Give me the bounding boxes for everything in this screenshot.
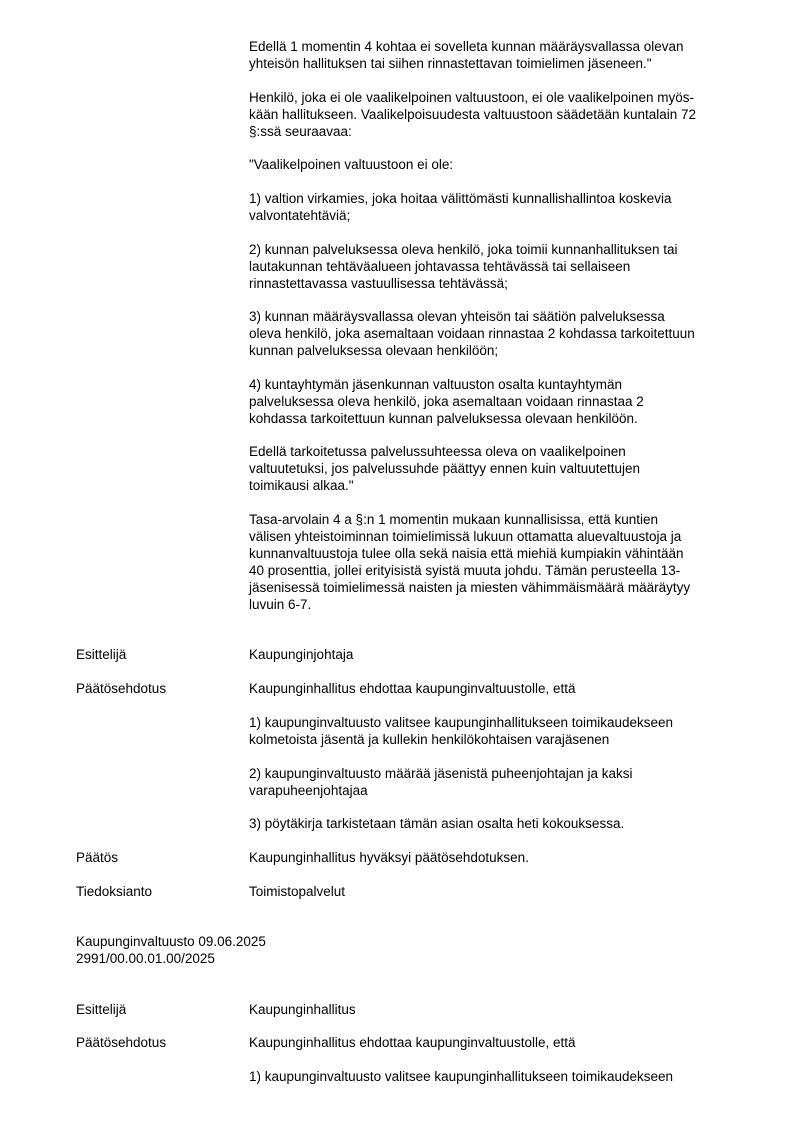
intro-paragraph-7: 4) kuntayhtymän jäsenkunnan valtuuston osalta kuntayhtymän palveluksessa oleva henkilö, joka asemaltaan voidaan rinnastaa 2 kohdassa tarkoitettuun kunnan palveluksessa olevaan henkilöön. <box>249 377 644 426</box>
valtuusto-paatosehdotus-label: Päätösehdotus <box>76 1035 167 1050</box>
intro-paragraph-9: Tasa-arvolain 4 a §:n 1 momentin mukaan kunnallisissa, että kuntien välisen yhteistoiminnan toimielimissä lukuun ottamatta aluevaltuustoja ja kunnanvaltuustoja tulee olla sekä naisia että miehiä kumpiakin vähintään 40 prosenttia, jollei erityisistä syistä muuta johdu. Tämän perusteella 13- jäsenisessä toimielimessä naisten ja miesten vähimmäismäärä määräytyy luvuin 6-7. <box>249 512 691 612</box>
valtuusto-meeting-header: Kaupunginvaltuusto 09.06.2025 <box>76 934 266 949</box>
paatos-label: Päätös <box>76 850 119 865</box>
paatosehdotus-item-2: 2) kaupunginvaltuusto määrää jäsenistä puheenjohtajan ja kaksi varapuheenjohtajaa <box>249 766 633 798</box>
paatosehdotus-item-1: 1) kaupunginvaltuusto valitsee kaupunginhallitukseen toimikaudekseen kolmetoista jäsentä ja kullekin henkilökohtaisen varajäsenen <box>249 715 674 747</box>
tiedoksianto-label: Tiedoksianto <box>76 884 153 899</box>
paatos-value: Kaupunginhallitus hyväksyi päätösehdotuksen. <box>249 850 529 865</box>
intro-paragraph-1: Edellä 1 momentin 4 kohtaa ei sovelleta kunnan määräysvallassa olevan yhteisön hallituksen tai siihen rinnastettavan toimielimen jäseneen." <box>249 39 684 71</box>
valtuusto-paatosehdotus-item-1: 1) kaupunginvaltuusto valitsee kaupunginhallitukseen toimikaudekseen <box>249 1069 674 1084</box>
paatosehdotus-intro: Kaupunginhallitus ehdottaa kaupunginvaltuustolle, että <box>249 681 576 696</box>
valtuusto-esittelija-value: Kaupunginhallitus <box>249 1002 356 1017</box>
esittelija-value: Kaupunginjohtaja <box>249 647 354 662</box>
intro-paragraph-4: 1) valtion virkamies, joka hoitaa välittömästi kunnallishallintoa koskevia valvontatehtäviä; <box>249 191 672 223</box>
intro-paragraph-8: Edellä tarkoitetussa palvelussuhteessa oleva on vaalikelpoinen valtuutetuksi, jos palvelussuhde päättyy ennen kuin valtuutettujen toimikausi alkaa." <box>249 444 641 493</box>
esittelija-label: Esittelijä <box>76 647 127 662</box>
valtuusto-case-number: 2991/00.00.01.00/2025 <box>76 951 215 966</box>
valtuusto-esittelija-label: Esittelijä <box>76 1002 127 1017</box>
valtuusto-paatosehdotus-intro: Kaupunginhallitus ehdottaa kaupunginvaltuustolle, että <box>249 1035 576 1050</box>
intro-paragraph-5: 2) kunnan palveluksessa oleva henkilö, joka toimii kunnanhallituksen tai lautakunnan tehtäväalueen johtavassa tehtävässä tai sellaiseen rinnastettavassa vastuullisessa tehtävässä; <box>249 242 678 291</box>
intro-paragraph-3: "Vaalikelpoinen valtuustoon ei ole: <box>249 157 454 172</box>
intro-paragraph-2: Henkilö, joka ei ole vaalikelpoinen valtuustoon, ei ole vaalikelpoinen myös- kään hallitukseen. Vaalikelpoisuudesta valtuustoon säädetään kuntalain 72 §:ssä seuraavaa: <box>249 90 697 139</box>
tiedoksianto-value: Toimistopalvelut <box>249 884 346 899</box>
paatosehdotus-label: Päätösehdotus <box>76 681 167 696</box>
intro-paragraph-6: 3) kunnan määräysvallassa olevan yhteisön tai säätiön palveluksessa oleva henkilö, joka asemaltaan voidaan rinnastaa 2 kohdassa tarkoitettuun kunnan palveluksessa olevaan henkilöön; <box>249 309 695 358</box>
paatosehdotus-item-3: 3) pöytäkirja tarkistetaan tämän asian osalta heti kokouksessa. <box>249 816 625 831</box>
